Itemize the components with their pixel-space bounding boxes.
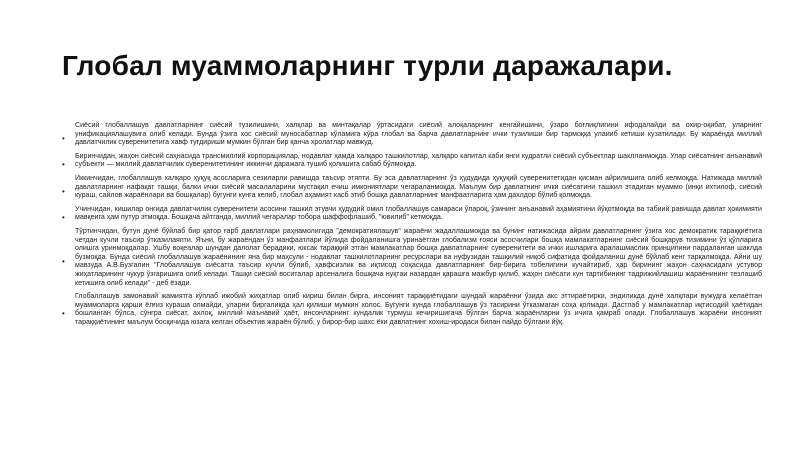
paragraph-text: Биринчидан, жаҳон сиёсий саҳнасида трансмиллий корпорациялар, нодавлат ҳамда халқаро ташкилотлар, халқаро капитал каби янги кудратли сиёсий субъектлар шаклланмоқда. Улар сиёсатнинг анъанавий субъекти — миллий давлатчилик суверенитетининг иккинчи даражага тушиб қолишига сабаб бўлмоқда. (75, 152, 762, 169)
paragraph-fourth (62, 228, 762, 288)
paragraph-political-globalization (62, 122, 762, 148)
slide-body (62, 122, 762, 332)
paragraph-third (62, 206, 762, 223)
bullet-icon: • (62, 213, 65, 223)
paragraph-text: Глобаллашув замонавий жамиятга кўплаб ижобий жиҳатлар олиб кириш билан бирга, инсоният тараққиётидаги шундай жараённи ўзида акс эттираётирки, эндиликда дунё халқлари вужудга келаётган муаммоларга қарши ёлғиз кураша олмайди, уларни биргаликда ҳал қилиши мумкин холос. Бугунги кунда глобаллашув ўз тасирини ўтказмаган соҳа қолмади. Дастлаб у мамлакатлар иқтисодий ҳаётидан бошланган бўлса, сўнгра сиёсат, ахлоқ, миллий маънавий ҳаёт, инсонларнинг кундалик турмуш кечиришигача бўлган барча жараёнларни ўз ичига қамраб олади. Глобаллашув жараёни инсоният тараққиётининг маълум босқичида юзага келган объектив жараён бўлиб, у бирор-бир шахс ёки давлатнинг хохиш-иродаси билан пайдо бўлгани йўқ. (75, 293, 762, 326)
paragraph-second (62, 175, 762, 201)
paragraph-text: Тўртинчидан, бутун дунё бўйлаб бир қатор ғарб давлатлари раҳнамолигида "демократиялашув" жараёни жадаллашмоқда ва бунинг натижасида айрим давлатларнинг ўзига хос демократик тараққиётига четдан кучли таъсир ўтказилаяпти. Яъни, бу жараёндан ўз манфаатлари йўлида фойдаланишга уринаётган глобализм ғояси асосчилари бошқа мамлакатларнинг сиёсий бошқарув тизимини ўз қўлларига олишга уринмоқдалар. Ушбу воқеалар шундан далолат берадики, юксак тараққий этган мамлакатлар бошқа давлатларнинг суверенитети ва ички ишларига аралашмаслик принципини пардаланган шаклда бузмоқда. Бунда сиёсий глобаллашув жараёнининг яна бир маҳсули - нодавлат ташкилотларнинг ресурслари ва нуфузидан ташқилий ниқоб сифатида фойдаланиш дунё бўйлаб кенг тарқалмоқда. Айни шу мавзуда А.В.Бузгалин "Глобаллашув сиёсатга таъсир кучли бўлиб, ҳавфсизлик ва иқтисод соҳасида давлатларнинг бир-бирига тобелигини кучайтириб, ҳар бирининг жаҳон саҳнасидаги устувор жиҳатларининг чукур ўзгаришига олиб келади. Ташқи сиёсий воситалар арсеналига бошқача нуқтаи назардан қарашга мажбур қилиб, жаҳон сиёсати кун тартибининг тадрижийлашиш жараёнининг тезлашиб кетишига олиб келади" - деб ёзади. (75, 227, 762, 287)
paragraph-text: Иккинчидан, глобаллашув халқаро ҳуқуқ асосларига сезиларли равишда таъсир этяпти. Бу эса давлатларнинг ўз ҳудудида ҳуқуқий суверенитетидан қисман айрилишига олиб келмоқда. Натижада миллий давлатларнинг нафақат ташқи, балки ички сиёсий масалаларини мустақил ечиш имкониятлари чегараланмоқда. Маълум бир давлатнинг ички сиёсатини ташкил этадиган муаммо (инқи ихтилоф, сиёсий кураш, сайлов жараёнлари ва бошқалар) бугунги кунга келиб, глобал аҳамият касб этиб бошқа давлатларнинг манфаатларига ҳам дахлдор бўлиб қолмоқда. (75, 174, 762, 200)
paragraph-text: Сиёсий глобаллашув давлатларнинг сиёсий тузилишини, халқлар ва минтақалар ўртасидаги сиёсий алоқаларнинг кенгайишини, ўзаро боғлиқлигини ифодалайди ва охир-оқибат, уларнинг унификациялашувига олиб келади. Бунда ўзига хос сиёсий муносабатлар кўламига кўра глобал ва барча давлатларнинг ички тузилиши бир тармоққа улаииб кетиши кузатилади. Бу жараёнда миллий давлатчилик суверенитетига хавф туғдириши мумкин бўлган бир қанча хролатлар мавжуд. (75, 122, 762, 147)
paragraph-text: Учинчидан, кишилар онгида давлатчилик суверенитети асосини ташкил этувчи ҳудудий омил глобаллашув самараси ўлароқ, ўзининг анъанавий аҳамиятини йўқотмоқда ва табиий равишда давлат ҳокимияти мавқеига ҳам путур этмоқда. Бошқача айтганда, миллий чегаралар тобора шаффофлашиб, "ювилиб" кетмоқда. (75, 205, 762, 222)
bullet-icon: • (62, 186, 65, 196)
slide-title: Глобал муаммоларнинг турли даражалари. (62, 50, 673, 81)
paragraph-first (62, 153, 762, 170)
bullet-icon: • (62, 160, 65, 170)
bullet-icon: • (62, 133, 65, 143)
bullet-icon: • (62, 309, 65, 319)
paragraph-conclusion (62, 293, 762, 327)
bullet-icon: • (62, 257, 65, 267)
